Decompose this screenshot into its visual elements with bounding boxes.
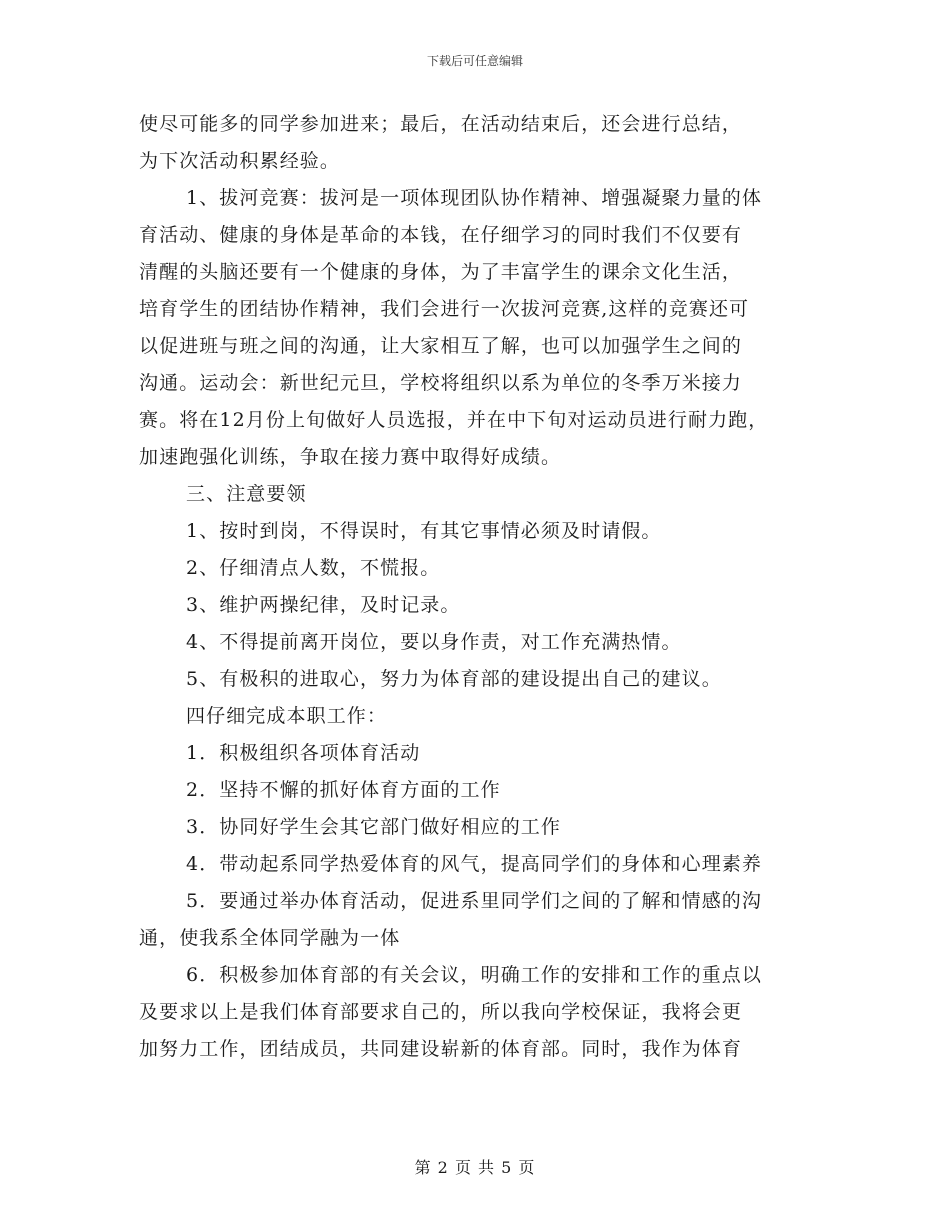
page-number-footer: 第 2 页 共 5 页 xyxy=(414,1158,536,1177)
list-item: 3．协同好学生会其它部门做好相应的工作 xyxy=(186,816,561,838)
text-line: 以促进班与班之间的沟通，让大家相互了解，也可以加强学生之间的 xyxy=(139,335,743,357)
text-line: 育活动、健康的身体是革命的本钱，在仔细学习的同时我们不仅要有 xyxy=(139,224,743,246)
list-item: 1．积极组织各项体育活动 xyxy=(186,742,421,764)
list-item: 5、有极积的进取心，努力为体育部的建设提出自己的建议。 xyxy=(186,668,722,690)
list-item: 4．带动起系同学热爱体育的风气，提高同学们的身体和心理素养 xyxy=(186,853,762,875)
section-heading: 四仔细完成本职工作： xyxy=(186,705,388,727)
text-line: 加速跑强化训练，争取在接力赛中取得好成绩。 xyxy=(139,446,562,468)
list-item: 3、维护两操纪律，及时记录。 xyxy=(186,594,461,616)
list-item: 2、仔细清点人数，不慌报。 xyxy=(186,557,441,579)
section-heading: 三、注意要领 xyxy=(186,483,307,505)
list-item: 4、不得提前离开岗位，要以身作责，对工作充满热情。 xyxy=(186,631,682,653)
list-item: 6．积极参加体育部的有关会议，明确工作的安排和工作的重点以 xyxy=(186,964,762,986)
text-line: 通，使我系全体同学融为一体 xyxy=(139,927,401,949)
text-line: 赛。将在12月份上旬做好人员选报，并在中下旬对运动员进行耐力跑， xyxy=(139,409,769,431)
text-line: 1、拔河竞赛：拔河是一项体现团队协作精神、增强凝聚力量的体 xyxy=(186,187,762,209)
text-line: 清醒的头脑还要有一个健康的身体，为了丰富学生的课余文化生活， xyxy=(139,261,743,283)
text-line: 及要求以上是我们体育部要求自己的，所以我向学校保证，我将会更 xyxy=(139,1001,743,1023)
text-line: 沟通。运动会：新世纪元旦，学校将组织以系为单位的冬季万米接力 xyxy=(139,372,743,394)
text-line: 培育学生的团结协作精神，我们会进行一次拔河竞赛,这样的竞赛还可 xyxy=(139,298,750,320)
text-line: 为下次活动积累经验。 xyxy=(139,150,341,172)
list-item: 1、按时到岗，不得误时，有其它事情必须及时请假。 xyxy=(186,520,662,542)
page-header: 下载后可任意编辑 xyxy=(426,54,523,68)
text-line: 使尽可能多的同学参加进来；最后，在活动结束后，还会进行总结， xyxy=(139,113,743,135)
text-line: 加努力工作，团结成员，共同建设崭新的体育部。同时，我作为体育 xyxy=(139,1038,743,1060)
list-item: 5．要通过举办体育活动，促进系里同学们之间的了解和情感的沟 xyxy=(186,890,762,912)
document-body xyxy=(139,106,819,1068)
list-item: 2．坚持不懈的抓好体育方面的工作 xyxy=(186,779,501,801)
